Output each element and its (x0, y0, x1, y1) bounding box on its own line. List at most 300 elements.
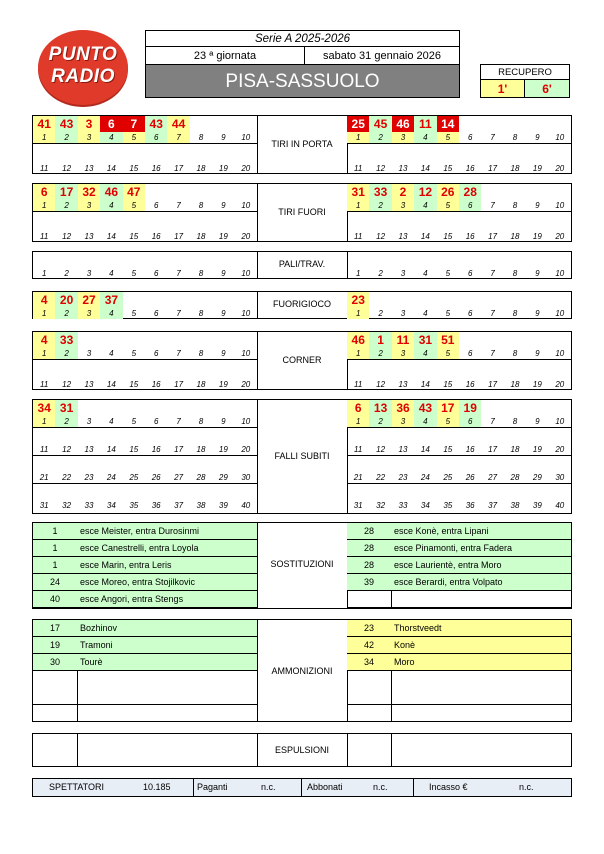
corner-home-value-19 (212, 363, 234, 379)
sub-home-minute: 1 (52, 560, 58, 570)
falli-home-value-20 (235, 428, 257, 444)
pali-home-value-9 (212, 252, 234, 268)
corner-away-value-15 (437, 363, 459, 379)
tiri-fuori-away-value-14 (414, 215, 436, 231)
pali-home-value-4 (100, 252, 122, 268)
tiri-fuori-away-value-2: 33 (369, 184, 391, 200)
falli-away-value-36 (459, 484, 481, 500)
recupero-second-half: 6' (524, 79, 570, 98)
tiri-in-porta-home-slot-4: 4 (100, 132, 122, 143)
falli-away-slot-29: 29 (532, 473, 542, 482)
tiri-fuori-home-slot-4: 4 (100, 200, 122, 211)
booking-home-text: Tourè (80, 657, 103, 667)
falli-away-value-19 (526, 428, 548, 444)
tiri-in-porta-home-slot-8: 8 (198, 133, 204, 142)
fuorigioco-home-value-3: 27 (78, 292, 100, 308)
round-label: 23 ª giornata (145, 46, 305, 65)
falli-home-slot-31: 31 (39, 501, 49, 510)
tiri-in-porta-away-slot-15: 15 (443, 164, 453, 173)
falli-home-slot-21: 21 (39, 473, 49, 482)
corner-away-slot-9: 9 (535, 349, 540, 358)
falli-away-slot-13: 13 (398, 445, 408, 454)
pali-away-slot-9: 9 (535, 269, 540, 278)
falli-away-value-1: 6 (347, 400, 369, 416)
corner-home-value-13 (78, 363, 100, 379)
recupero-first-half: 1' (480, 79, 525, 98)
pali-home-slot-9: 9 (221, 269, 226, 278)
match-date: sabato 31 gennaio 2026 (304, 46, 460, 65)
falli-home-value-29 (212, 456, 234, 472)
tiri-in-porta-home-value-17 (167, 147, 189, 163)
corner-away-slot-11: 11 (354, 380, 363, 389)
falli-away-slot-15: 15 (443, 445, 453, 454)
fuorigioco-away-slot-6: 6 (467, 309, 473, 318)
falli-home-value-18 (190, 428, 212, 444)
corner-away-value-6 (459, 332, 481, 348)
corner-away-value-12 (369, 363, 391, 379)
tiri-in-porta-home-value-5: 7 (123, 116, 145, 132)
tiri-fuori-away-slot-3: 3 (392, 200, 414, 211)
corner-away-value-10 (549, 332, 571, 348)
tiri-in-porta-away-slot-16: 16 (465, 164, 475, 173)
falli-away-value-25 (437, 456, 459, 472)
falli-away-slot-19: 19 (532, 445, 542, 454)
falli-home-slot-37: 37 (174, 501, 184, 510)
corner-home-slot-8: 8 (198, 349, 204, 358)
falli-away-slot-17: 17 (488, 445, 498, 454)
corner-away-slot-10: 10 (555, 349, 565, 358)
tiri-in-porta-home-slot-15: 15 (129, 164, 139, 173)
falli-home-value-21 (33, 456, 55, 472)
tiri-fuori-away-value-7 (481, 184, 503, 200)
pali-away-value-3 (392, 252, 414, 268)
fuorigioco-away-value-3 (392, 292, 414, 308)
sub-home-minute: 40 (49, 594, 60, 604)
booking-home-text: Bozhinov (80, 623, 118, 633)
falli-away-slot-24: 24 (420, 473, 430, 482)
booking-home-minute: 30 (49, 657, 60, 667)
tiri-fuori-home-value-6 (145, 184, 167, 200)
falli-away-value-5: 17 (437, 400, 459, 416)
league-title: Serie A 2025-2026 (145, 30, 460, 47)
corner-home-slot-2: 2 (55, 348, 77, 359)
booking-away-text: Thorstveedt (394, 623, 442, 633)
falli-away-slot-33: 33 (398, 501, 408, 510)
tiri-fuori-away-slot-12: 12 (376, 232, 386, 241)
tiri-fuori-home-value-9 (212, 184, 234, 200)
falli-away-value-28 (504, 456, 526, 472)
falli-away-slot-21: 21 (353, 473, 363, 482)
fuorigioco-home-slot-2: 2 (55, 308, 77, 319)
falli-away-slot-22: 22 (376, 473, 386, 482)
corner-home-value-9 (212, 332, 234, 348)
corner-away-slot-4: 4 (414, 348, 436, 359)
falli-home-value-35 (123, 484, 145, 500)
falli-home-slot-4: 4 (109, 417, 114, 426)
falli-home-slot-1: 1 (33, 416, 55, 427)
booking-home-minute: 17 (49, 623, 60, 633)
pali-home-slot-3: 3 (86, 269, 92, 278)
falli-home-slot-18: 18 (196, 445, 206, 454)
corner-away-slot-13: 13 (398, 380, 408, 389)
tiri-fuori-away-value-4: 12 (414, 184, 436, 200)
falli-home-value-17 (167, 428, 189, 444)
falli-home-value-37 (167, 484, 189, 500)
corner-home-slot-7: 7 (176, 349, 181, 358)
falli-home-slot-17: 17 (174, 445, 184, 454)
match-title: PISA-SASSUOLO (145, 64, 460, 98)
logo-text-line1: PUNTO (48, 44, 118, 65)
tiri-in-porta-away-value-12 (369, 147, 391, 163)
tiri-fuori-away-slot-6: 6 (459, 200, 481, 211)
fuorigioco-away-value-4 (414, 292, 436, 308)
tiri-fuori-home-value-19 (212, 215, 234, 231)
tiri-in-porta-label: TIRI IN PORTA (271, 138, 333, 149)
corner-home-value-1: 4 (33, 332, 55, 348)
corner-home-value-7 (167, 332, 189, 348)
tiri-in-porta-home-slot-13: 13 (84, 164, 94, 173)
corner-away-value-20 (549, 363, 571, 379)
corner-home-value-20 (235, 363, 257, 379)
fuorigioco-home-value-9 (212, 292, 234, 308)
corner-home-slot-12: 12 (62, 380, 72, 389)
fuorigioco-home-value-5 (123, 292, 145, 308)
falli-away-slot-6: 6 (459, 416, 481, 427)
abbonati-value: n.c. (373, 782, 388, 792)
tiri-fuori-home-slot-15: 15 (129, 232, 139, 241)
tiri-in-porta-home-slot-6: 6 (145, 132, 167, 143)
tiri-fuori-home-value-10 (235, 184, 257, 200)
tiri-in-porta-home-value-13 (78, 147, 100, 163)
falli-home-slot-10: 10 (241, 417, 251, 426)
corner-away-value-14 (414, 363, 436, 379)
falli-home-slot-6: 6 (153, 417, 159, 426)
corner-away-slot-16: 16 (465, 380, 475, 389)
sub-away-minute: 28 (363, 560, 374, 570)
fuorigioco-away-slot-1: 1 (347, 308, 369, 319)
pali-away-value-9 (526, 252, 548, 268)
falli-away-slot-7: 7 (490, 417, 495, 426)
tiri-fuori-away-slot-15: 15 (443, 232, 453, 241)
falli-away-slot-4: 4 (414, 416, 436, 427)
fuorigioco-home-value-6 (145, 292, 167, 308)
pali-home-value-6 (145, 252, 167, 268)
corner-home-value-6 (145, 332, 167, 348)
falli-away-value-38 (504, 484, 526, 500)
tiri-fuori-home-value-16 (145, 215, 167, 231)
falli-away-slot-16: 16 (465, 445, 475, 454)
fuorigioco-home-value-7 (167, 292, 189, 308)
tiri-fuori-home-value-5: 47 (123, 184, 145, 200)
corner-home-slot-20: 20 (241, 380, 251, 389)
tiri-fuori-home-slot-3: 3 (78, 200, 100, 211)
falli-home-value-22 (55, 456, 77, 472)
booking-away-row (347, 620, 571, 637)
pali-home-value-5 (123, 252, 145, 268)
corner-away-value-3: 11 (392, 332, 414, 348)
tiri-in-porta-away-value-15 (437, 147, 459, 163)
falli-away-value-27 (481, 456, 503, 472)
tiri-fuori-away-value-13 (392, 215, 414, 231)
pali-away-slot-2: 2 (378, 269, 383, 278)
tiri-in-porta-away-value-11 (347, 147, 369, 163)
fuorigioco-away-value-10 (549, 292, 571, 308)
tiri-fuori-away-slot-19: 19 (532, 232, 542, 241)
tiri-fuori-home-value-15 (123, 215, 145, 231)
fuorigioco-away-value-8 (504, 292, 526, 308)
tiri-fuori-home-slot-2: 2 (55, 200, 77, 211)
tiri-fuori-away-value-20 (549, 215, 571, 231)
pali-home-value-1 (33, 252, 55, 268)
tiri-fuori-home-value-3: 32 (78, 184, 100, 200)
booking-away-minute: 23 (363, 623, 374, 633)
falli-home-slot-38: 38 (196, 501, 206, 510)
tiri-in-porta-away-value-8 (504, 116, 526, 132)
falli-away-slot-31: 31 (353, 501, 363, 510)
tiri-in-porta-away-value-9 (526, 116, 548, 132)
tiri-fuori-home-value-4: 46 (100, 184, 122, 200)
falli-away-value-13 (392, 428, 414, 444)
sub-home-text: esce Canestrelli, entra Loyola (80, 543, 199, 553)
falli-home-value-38 (190, 484, 212, 500)
sub-home-minute: 24 (49, 577, 60, 587)
fuorigioco-home-slot-1: 1 (33, 308, 55, 319)
fuorigioco-away-value-1: 23 (347, 292, 369, 308)
tiri-in-porta-away-value-4: 11 (414, 116, 436, 132)
sub-away-row (347, 574, 571, 591)
falli-home-value-16 (145, 428, 167, 444)
abbonati-label: Abbonati (307, 782, 343, 792)
tiri-in-porta-away-slot-6: 6 (467, 133, 473, 142)
tiri-in-porta-home-slot-3: 3 (78, 132, 100, 143)
fuorigioco-home-slot-9: 9 (221, 309, 226, 318)
tiri-in-porta-home-slot-11: 11 (40, 164, 49, 173)
tiri-in-porta-home-value-15 (123, 147, 145, 163)
corner-away-value-19 (526, 363, 548, 379)
falli-home-value-30 (235, 456, 257, 472)
corner-away-slot-6: 6 (467, 349, 473, 358)
tiri-in-porta-home-slot-7: 7 (167, 132, 189, 143)
falli-home-value-33 (78, 484, 100, 500)
falli-home-slot-25: 25 (129, 473, 139, 482)
tiri-in-porta-away-slot-4: 4 (414, 132, 436, 143)
tiri-fuori-home-slot-19: 19 (218, 232, 228, 241)
falli-away-value-3: 36 (392, 400, 414, 416)
falli-away-slot-18: 18 (510, 445, 520, 454)
sub-home-row (33, 574, 257, 591)
tiri-fuori-away-value-10 (549, 184, 571, 200)
falli-home-value-5 (123, 400, 145, 416)
booking-away-row (347, 654, 571, 671)
tiri-in-porta-away-value-6 (459, 116, 481, 132)
tiri-in-porta-away-slot-11: 11 (354, 164, 363, 173)
tiri-fuori-home-value-11 (33, 215, 55, 231)
corner-home-value-14 (100, 363, 122, 379)
falli-home-slot-3: 3 (86, 417, 92, 426)
corner-home-slot-19: 19 (218, 380, 228, 389)
tiri-in-porta-away-value-3: 46 (392, 116, 414, 132)
footer-bar (32, 778, 572, 797)
tiri-in-porta-away-slot-10: 10 (555, 133, 565, 142)
tiri-fuori-home-slot-14: 14 (106, 232, 116, 241)
tiri-in-porta-home-value-20 (235, 147, 257, 163)
sub-home-text: esce Marin, entra Leris (80, 560, 172, 570)
tiri-fuori-home-slot-20: 20 (241, 232, 251, 241)
tiri-fuori-away-value-11 (347, 215, 369, 231)
paganti-value: n.c. (261, 782, 276, 792)
pali-away-slot-1: 1 (355, 269, 361, 278)
tiri-in-porta-home-value-12 (55, 147, 77, 163)
booking-away-row (347, 637, 571, 654)
pali-away-value-2 (369, 252, 391, 268)
pali-away-slot-5: 5 (445, 269, 451, 278)
tiri-fuori-home-slot-17: 17 (174, 232, 184, 241)
tiri-in-porta-home-value-6: 43 (145, 116, 167, 132)
corner-away-slot-8: 8 (512, 349, 518, 358)
corner-home-value-2: 33 (55, 332, 77, 348)
tiri-fuori-away-value-6: 28 (459, 184, 481, 200)
corner-home-value-8 (190, 332, 212, 348)
tiri-in-porta-home-value-2: 43 (55, 116, 77, 132)
falli-home-value-2: 31 (55, 400, 77, 416)
falli-away-value-26 (459, 456, 481, 472)
pali-label: PALI/TRAV. (278, 259, 326, 269)
tiri-in-porta-away-slot-7: 7 (490, 133, 495, 142)
fuorigioco-away-value-6 (459, 292, 481, 308)
falli-home-slot-29: 29 (218, 473, 228, 482)
tiri-in-porta-home-value-3: 3 (78, 116, 100, 132)
sub-home-row (33, 523, 257, 540)
corner-home-slot-11: 11 (40, 380, 49, 389)
pali-away-slot-8: 8 (512, 269, 518, 278)
tiri-in-porta-away-value-13 (392, 147, 414, 163)
tiri-fuori-home-value-13 (78, 215, 100, 231)
corner-away-value-4: 31 (414, 332, 436, 348)
tiri-fuori-away-value-3: 2 (392, 184, 414, 200)
falli-home-slot-19: 19 (218, 445, 228, 454)
sub-away-text: esce Laurientè, entra Moro (394, 560, 502, 570)
tiri-fuori-home-value-18 (190, 215, 212, 231)
sub-away-text: esce Pinamonti, entra Fadera (394, 543, 513, 553)
sub-away-row (347, 591, 571, 608)
tiri-fuori-home-value-20 (235, 215, 257, 231)
falli-away-slot-27: 27 (488, 473, 498, 482)
pali-away-value-6 (459, 252, 481, 268)
pali-away-value-5 (437, 252, 459, 268)
fuorigioco-panel (32, 291, 572, 319)
tiri-fuori-away-value-15 (437, 215, 459, 231)
fuorigioco-home-slot-10: 10 (241, 309, 251, 318)
tiri-in-porta-away-value-10 (549, 116, 571, 132)
corner-away-slot-14: 14 (420, 380, 430, 389)
falli-away-value-35 (437, 484, 459, 500)
tiri-in-porta-home-value-10 (235, 116, 257, 132)
corner-home-value-11 (33, 363, 55, 379)
tiri-fuori-home-value-1: 6 (33, 184, 55, 200)
pali-away-slot-3: 3 (400, 269, 406, 278)
corner-away-slot-1: 1 (347, 348, 369, 359)
falli-home-value-15 (123, 428, 145, 444)
falli-away-slot-1: 1 (347, 416, 369, 427)
falli-away-slot-37: 37 (488, 501, 498, 510)
corner-away-slot-20: 20 (555, 380, 565, 389)
falli-home-value-28 (190, 456, 212, 472)
falli-home-slot-13: 13 (84, 445, 94, 454)
falli-away-slot-23: 23 (398, 473, 408, 482)
fuorigioco-away-slot-4: 4 (423, 309, 428, 318)
falli-away-slot-9: 9 (535, 417, 540, 426)
tiri-in-porta-home-slot-16: 16 (151, 164, 161, 173)
fuorigioco-away-slot-10: 10 (555, 309, 565, 318)
falli-away-value-32 (369, 484, 391, 500)
tiri-in-porta-away-value-2: 45 (369, 116, 391, 132)
sub-home-minute: 1 (52, 543, 58, 553)
corner-home-value-5 (123, 332, 145, 348)
tiri-in-porta-away-value-5: 14 (437, 116, 459, 132)
falli-home-value-13 (78, 428, 100, 444)
falli-home-slot-20: 20 (241, 445, 251, 454)
tiri-fuori-label: TIRI FUORI (278, 206, 326, 217)
tiri-in-porta-home-slot-1: 1 (33, 132, 55, 143)
sub-home-row (33, 557, 257, 574)
fuorigioco-home-value-2: 20 (55, 292, 77, 308)
tiri-fuori-away-slot-8: 8 (512, 201, 518, 210)
pali-home-slot-1: 1 (41, 269, 47, 278)
tiri-fuori-home-value-17 (167, 215, 189, 231)
tiri-in-porta-away-value-14 (414, 147, 436, 163)
pali-home-value-2 (55, 252, 77, 268)
tiri-in-porta-home-value-16 (145, 147, 167, 163)
falli-away-value-20 (549, 428, 571, 444)
tiri-fuori-away-slot-13: 13 (398, 232, 408, 241)
tiri-in-porta-home-value-11 (33, 147, 55, 163)
falli-home-value-8 (190, 400, 212, 416)
corner-home-slot-13: 13 (84, 380, 94, 389)
falli-home-slot-26: 26 (151, 473, 161, 482)
espulsioni-panel (32, 733, 572, 767)
tiri-in-porta-away-slot-18: 18 (510, 164, 520, 173)
falli-home-value-9 (212, 400, 234, 416)
pali-home-slot-2: 2 (64, 269, 69, 278)
tiri-fuori-home-value-7 (167, 184, 189, 200)
corner-away-value-1: 46 (347, 332, 369, 348)
tiri-in-porta-home-slot-10: 10 (241, 133, 251, 142)
falli-away-value-7 (481, 400, 503, 416)
tiri-in-porta-away-slot-13: 13 (398, 164, 408, 173)
tiri-in-porta-away-slot-20: 20 (555, 164, 565, 173)
tiri-fuori-away-value-9 (526, 184, 548, 200)
tiri-in-porta-home-slot-19: 19 (218, 164, 228, 173)
falli-home-slot-9: 9 (221, 417, 226, 426)
pali-home-slot-7: 7 (176, 269, 181, 278)
falli-away-value-12 (369, 428, 391, 444)
corner-home-slot-10: 10 (241, 349, 251, 358)
falli-away-slot-3: 3 (392, 416, 414, 427)
falli-home-value-34 (100, 484, 122, 500)
tiri-in-porta-home-slot-9: 9 (221, 133, 226, 142)
tiri-fuori-away-value-16 (459, 215, 481, 231)
corner-away-slot-12: 12 (376, 380, 386, 389)
tiri-fuori-home-slot-1: 1 (33, 200, 55, 211)
tiri-in-porta-away-value-1: 25 (347, 116, 369, 132)
pali-away-slot-6: 6 (467, 269, 473, 278)
corner-away-value-8 (504, 332, 526, 348)
falli-away-value-39 (526, 484, 548, 500)
pali-home-value-10 (235, 252, 257, 268)
corner-home-slot-18: 18 (196, 380, 206, 389)
corner-away-value-13 (392, 363, 414, 379)
tiri-fuori-away-slot-14: 14 (420, 232, 430, 241)
